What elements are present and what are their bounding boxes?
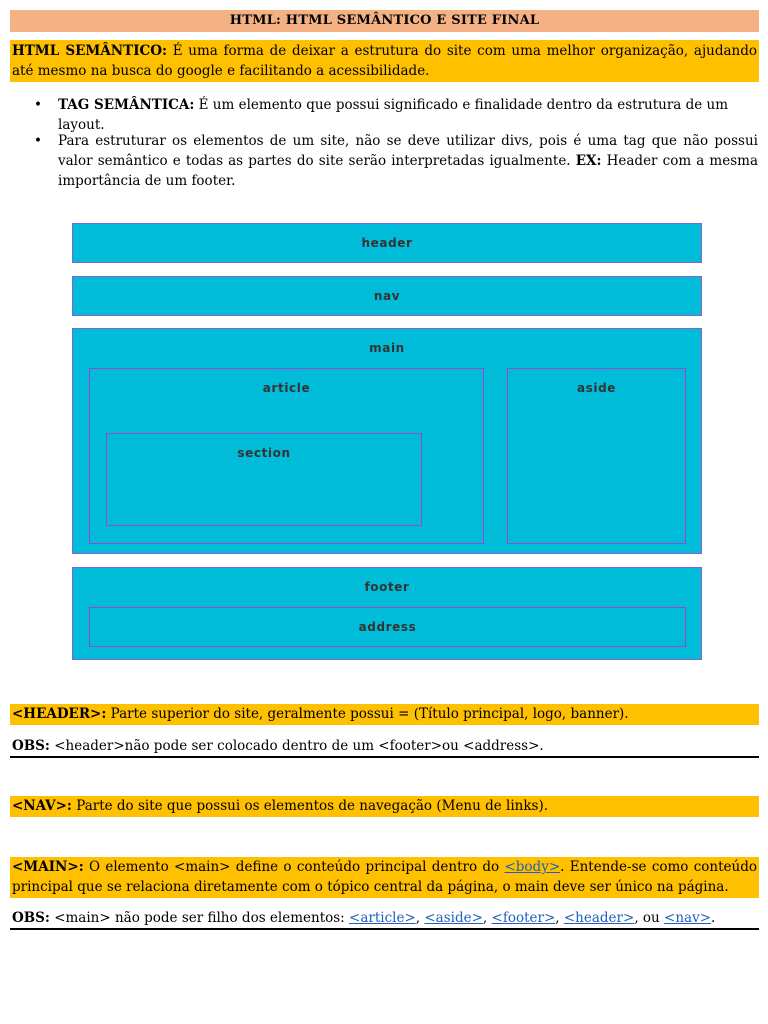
diagram-header-label: header [361, 236, 413, 250]
nav-link[interactable]: <nav> [664, 910, 712, 926]
diagram-footer-box [72, 567, 702, 660]
separator: , [555, 910, 564, 926]
aside-link[interactable]: <aside> [424, 910, 483, 926]
separator: , [415, 910, 425, 926]
bullet-term: EX: [575, 153, 602, 169]
note-text: O elemento <main> define o conteúdo principal dentro do [83, 859, 505, 875]
diagram-address-label: address [358, 620, 417, 634]
diagram-main-box [72, 328, 702, 554]
header-link[interactable]: <header> [563, 910, 635, 926]
note-main-obs [10, 908, 759, 930]
bullet-term: TAG SEMÂNTICA: [58, 97, 195, 113]
diagram-nav-label: nav [373, 289, 401, 303]
note-text-end: . Entende-se como conteúdo principal que se relaciona diretamente com o tópico central da página, o main deve ser único na página. [12, 859, 758, 895]
diagram-header-box [72, 223, 702, 263]
page-title: HTML: HTML SEMÂNTICO E SITE FINAL [10, 10, 759, 32]
diagram-footer-label: footer [364, 580, 410, 594]
note-term: <MAIN>: [12, 859, 84, 875]
intro-term: HTML SEMÂNTICO: [12, 43, 167, 59]
separator: , [482, 910, 492, 926]
bullet-text: Para estruturar os elementos de um site, não se deve utilizar divs, pois é uma tag que não possui valor semântico e todas as partes do site serão interpretadas igualmente. [58, 133, 758, 169]
period: . [711, 910, 716, 926]
intro-text: É uma forma de deixar a estrutura do site com uma melhor organização, ajudando até mesmo na busca do google e facilitando a acessibilidade. [12, 43, 757, 79]
diagram-section-label: section [237, 446, 291, 460]
intro-paragraph [10, 40, 759, 82]
note-term: <NAV>: [12, 798, 72, 814]
bullet-divs [34, 131, 758, 191]
note-term: <HEADER>: [12, 706, 107, 722]
obs-text: <main> não pode ser filho dos elementos: [49, 910, 350, 926]
diagram-article-label: article [262, 381, 311, 395]
bullet-text-end: Header com a mesma importância de um footer. [58, 153, 758, 189]
note-header-obs [10, 736, 759, 758]
bullet-icon: • [34, 97, 42, 113]
footer-link[interactable]: <footer> [491, 910, 556, 926]
obs-term: OBS: [12, 738, 50, 754]
diagram-aside-label: aside [576, 381, 617, 395]
separator: , ou [634, 910, 665, 926]
obs-term: OBS: [12, 910, 50, 926]
bullet-text: É um elemento que possui significado e finalidade dentro da estrutura de um layout. [58, 97, 729, 133]
article-link[interactable]: <article> [349, 910, 416, 926]
note-text: Parte do site que possui os elementos de navegação (Menu de links). [71, 798, 549, 814]
note-nav [10, 796, 759, 817]
body-link[interactable]: <body> [504, 859, 561, 875]
note-header [10, 704, 759, 725]
note-text: Parte superior do site, geralmente possui = (Título principal, logo, banner). [106, 706, 629, 722]
diagram-address-box [89, 607, 686, 647]
bullet-icon: • [34, 133, 42, 149]
bullet-tag-semantica [34, 95, 758, 135]
obs-text: <header>não pode ser colocado dentro de um <footer>ou <address>. [49, 738, 544, 754]
diagram-main-label: main [369, 341, 405, 355]
diagram-nav-box [72, 276, 702, 316]
note-main [10, 857, 759, 898]
diagram-aside-box [507, 368, 686, 544]
diagram-article-box [89, 368, 484, 544]
diagram-section-box [106, 433, 422, 526]
